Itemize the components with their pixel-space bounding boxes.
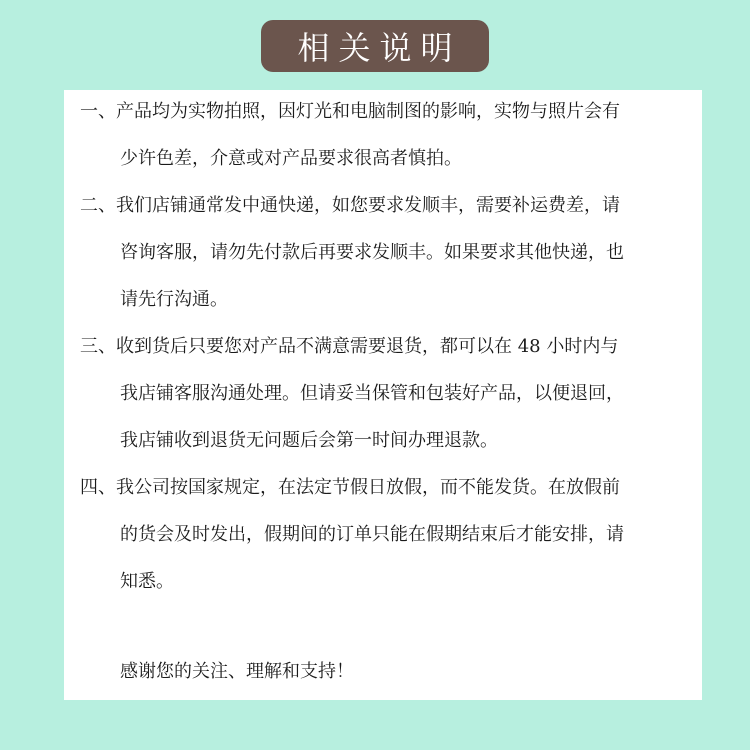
notice-line-10: 的货会及时发出，假期间的订单只能在假期结束后才能安排，请 xyxy=(120,524,624,545)
notice-line-1: 一、产品均为实物拍照，因灯光和电脑制图的影响，实物与照片会有 xyxy=(80,101,620,122)
notice-line-7: 我店铺客服沟通处理。但请妥当保管和包装好产品，以便退回， xyxy=(120,383,624,404)
closing-message: 感谢您的关注、理解和支持！ xyxy=(120,661,354,682)
notice-line-4: 咨询客服，请勿先付款后再要求发顺丰。如果要求其他快递，也 xyxy=(120,242,624,263)
notice-line-9: 四、我公司按国家规定，在法定节假日放假，而不能发货。在放假前 xyxy=(80,477,620,498)
notice-line-6: 三、收到货后只要您对产品不满意需要退货，都可以在 48 小时内与 xyxy=(80,336,619,357)
notice-line-8: 我店铺收到退货无问题后会第一时间办理退款。 xyxy=(120,430,498,451)
page-title: 相关说明 xyxy=(297,29,462,67)
notice-line-11: 知悉。 xyxy=(120,571,174,592)
notice-panel xyxy=(64,90,702,700)
notice-line-3: 二、我们店铺通常发中通快递，如您要求发顺丰，需要补运费差，请 xyxy=(80,195,620,216)
title-banner xyxy=(261,20,489,72)
notice-line-2: 少许色差，介意或对产品要求很高者慎拍。 xyxy=(120,148,462,169)
notice-line-5: 请先行沟通。 xyxy=(120,289,228,310)
